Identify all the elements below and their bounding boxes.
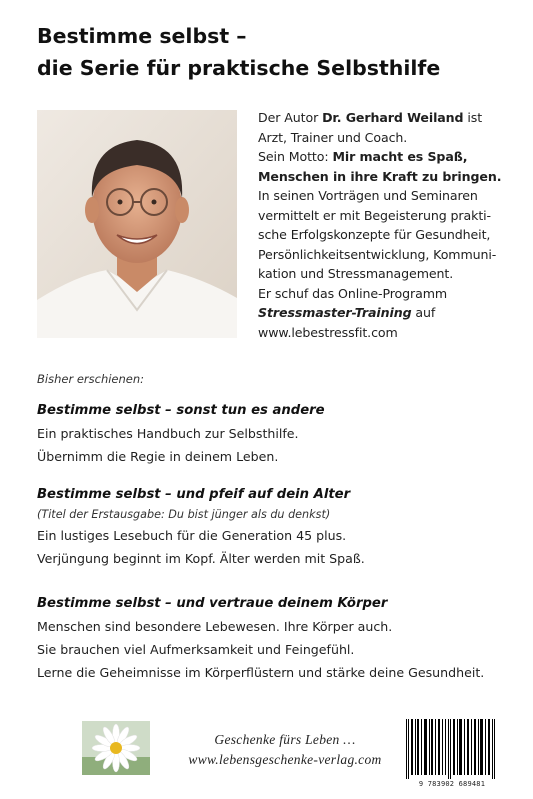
book-title: Bestimme selbst – und vertraue deinem Körper xyxy=(37,596,388,611)
daisy-logo-icon xyxy=(82,721,150,775)
book-title: Bestimme selbst – und pfeif auf dein Alter xyxy=(37,487,351,502)
bio-line: In seinen Vorträgen und Seminaren xyxy=(258,188,478,203)
book-description: Übernimm die Regie in deinem Leben. xyxy=(37,449,279,464)
barcode xyxy=(402,717,502,779)
bio-line xyxy=(258,303,520,323)
bio-text: Sein Motto: xyxy=(258,149,333,164)
bio-line: Er schuf das Online-Programm xyxy=(258,285,448,301)
title-line-2: die Serie für praktische Selbsthilfe xyxy=(37,56,441,80)
book-description: Verjüngung beginnt im Kopf. Älter werden mit Spaß. xyxy=(37,551,365,566)
book-entry xyxy=(37,593,517,684)
author-bio xyxy=(258,108,520,342)
bio-line: kation und Stressmanagement. xyxy=(258,266,454,281)
title-line-1: Bestimme selbst – xyxy=(37,24,247,48)
publisher-info xyxy=(170,730,400,770)
isbn-number: 9 783902 689481 xyxy=(418,780,486,788)
bio-text: ist xyxy=(463,110,483,125)
bio-line: vermittelt er mit Begeisterung prakti- xyxy=(258,207,492,223)
book-title: Bestimme selbst – sonst tun es andere xyxy=(37,403,325,418)
book-description: Lerne die Geheimnisse im Körperflüstern und stärke deine Gesundheit. xyxy=(37,665,485,680)
publisher-slogan: Geschenke fürs Leben … xyxy=(214,732,356,747)
bio-line xyxy=(258,167,520,187)
book-entry xyxy=(37,484,517,570)
bio-line: Arzt, Trainer und Coach. xyxy=(258,129,408,145)
page-title xyxy=(37,20,507,84)
bio-line xyxy=(258,108,520,128)
book-entry xyxy=(37,400,517,468)
motto-text: Mir macht es Spaß, xyxy=(332,149,468,164)
book-description: Ein praktisches Handbuch zur Selbsthilfe. xyxy=(37,426,299,441)
bio-line: sche Erfolgskonzepte für Gesundheit, xyxy=(258,227,491,242)
publisher-website: www.lebensgeschenke-verlag.com xyxy=(188,752,382,767)
program-name: Stressmaster-Training xyxy=(258,305,412,320)
book-description: Sie brauchen viel Aufmerksamkeit und Feingefühl. xyxy=(37,642,355,657)
published-intro: Bisher erschienen: xyxy=(37,372,145,386)
bio-line xyxy=(258,147,520,167)
website-link[interactable]: www.lebestressfit.com xyxy=(258,324,398,340)
bio-line: Persönlichkeitsentwicklung, Kommuni- xyxy=(258,246,497,262)
book-description: Menschen sind besondere Lebewesen. Ihre Körper auch. xyxy=(37,619,393,634)
motto-text: Menschen in ihre Kraft zu bringen. xyxy=(258,168,502,184)
book-note: (Titel der Erstausgabe: Du bist jünger als du denkst) xyxy=(37,508,331,521)
bio-text: Der Autor xyxy=(258,110,323,125)
author-name: Dr. Gerhard Weiland xyxy=(322,110,464,125)
bio-text: auf xyxy=(411,305,436,320)
author-portrait xyxy=(37,110,237,338)
book-description: Ein lustiges Lesebuch für die Generation 45 plus. xyxy=(37,528,347,543)
